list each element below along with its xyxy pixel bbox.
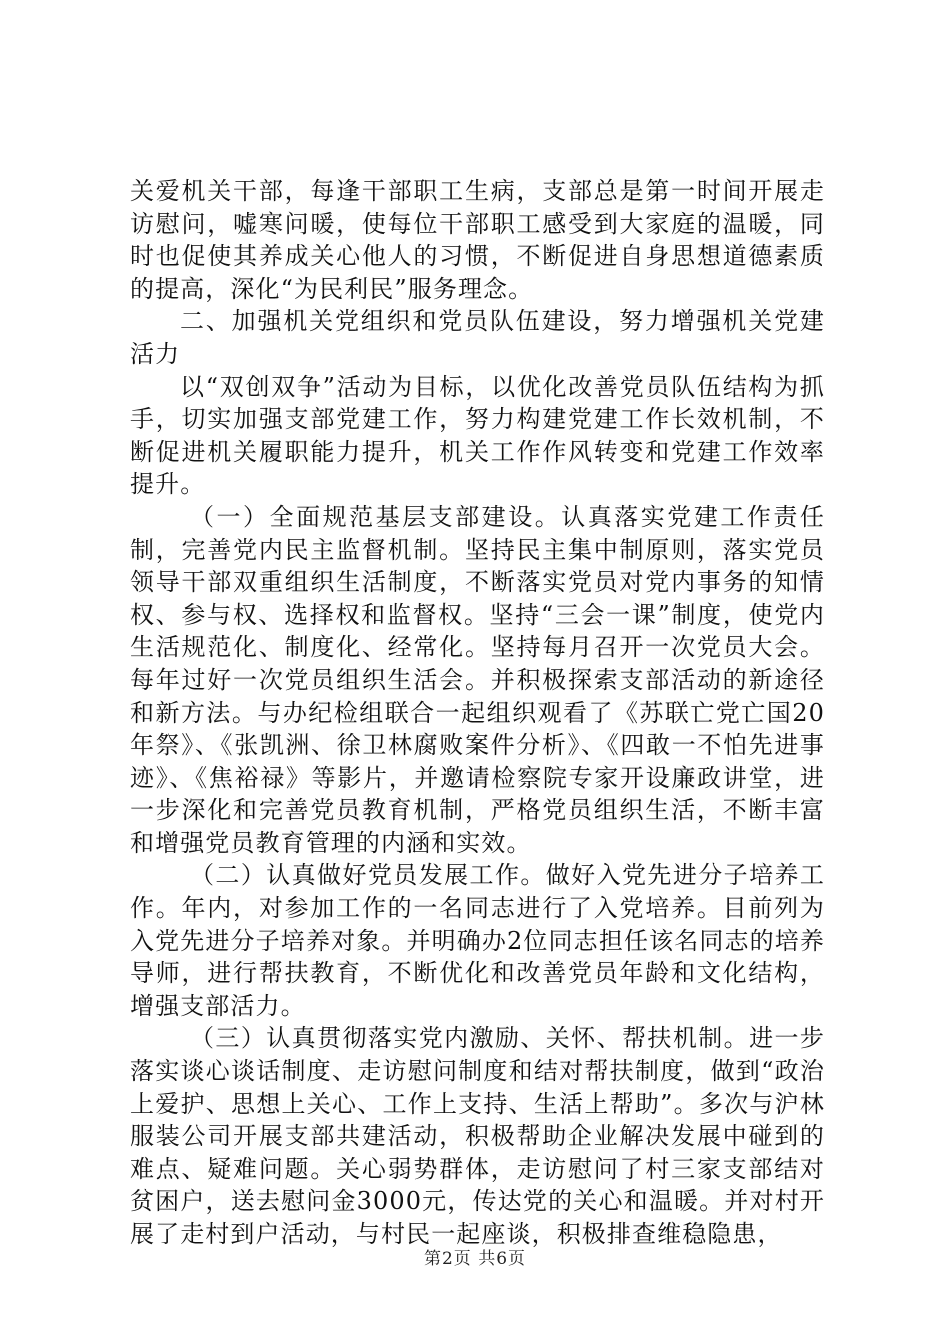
page-footer: 第2页 共6页	[423, 1249, 527, 1269]
section-heading: 二、加强机关党组织和党员队伍建设，努力增强机关党建活力	[130, 307, 825, 368]
paragraph-item-1: （一）全面规范基层支部建设。认真落实党建工作责任制，完善党内民主监督机制。坚持民主集中制原则，落实党员领导干部双重组织生活制度，不断落实党员对党内事务的知情权、参与权、选择权和监督权。坚持“三会一课”制度，使党内生活规范化、制度化、经常化。坚持每月召开一次党员大会。每年过好一次党员组织生活会。并积极探索支部活动的新途径和新方法。与办纪检组联合一起组织观看了《苏联亡党亡国20年祭》、《张凯洲、徐卫林腐败案件分析》、《四敢一不怕先进事迹》、《焦裕禄》等影片，并邀请检察院专家开设廉政讲堂，进一步深化和完善党员教育机制，严格党员组织生活，不断丰富和增强党员教育管理的内涵和实效。	[130, 502, 825, 857]
paragraph-item-2: （二）认真做好党员发展工作。做好入党先进分子培养工作。年内，对参加工作的一名同志进行了入党培养。目前列为入党先进分子培养对象。并明确办2位同志担任该名同志的培养导师，进行帮扶教育，不断优化和改善党员年龄和文化结构，增强支部活力。	[130, 861, 825, 1020]
paragraph-continuation: 关爱机关干部，每逢干部职工生病，支部总是第一时间开展走访慰问，嘘寒问暖，使每位干部职工感受到大家庭的温暖，同时也促使其养成关心他人的习惯，不断促进自身思想道德素质的提高，深化“为民利民”服务理念。	[130, 177, 825, 303]
document-body	[130, 175, 825, 1251]
paragraph-intro: 以“双创双争”活动为目标，以优化改善党员队伍结构为抓手，切实加强支部党建工作，努力构建党建工作长效机制，不断促进机关履职能力提升，机关工作作风转变和党建工作效率提升。	[130, 372, 825, 499]
paragraph-item-3: （三）认真贯彻落实党内激励、关怀、帮扶机制。进一步落实谈心谈话制度、走访慰问制度和结对帮扶制度，做到“政治上爱护、思想上关心、工作上支持、生活上帮助”。多次与沪林服装公司开展支部共建活动，积极帮助企业解决发展中碰到的难点、疑难问题。关心弱势群体，走访慰问了村三家支部结对贫困户，送去慰问金3000元，传达党的关心和温暖。并对村开展了走村到户活动，与村民一起座谈，积极排查维稳隐患，	[130, 1024, 825, 1248]
